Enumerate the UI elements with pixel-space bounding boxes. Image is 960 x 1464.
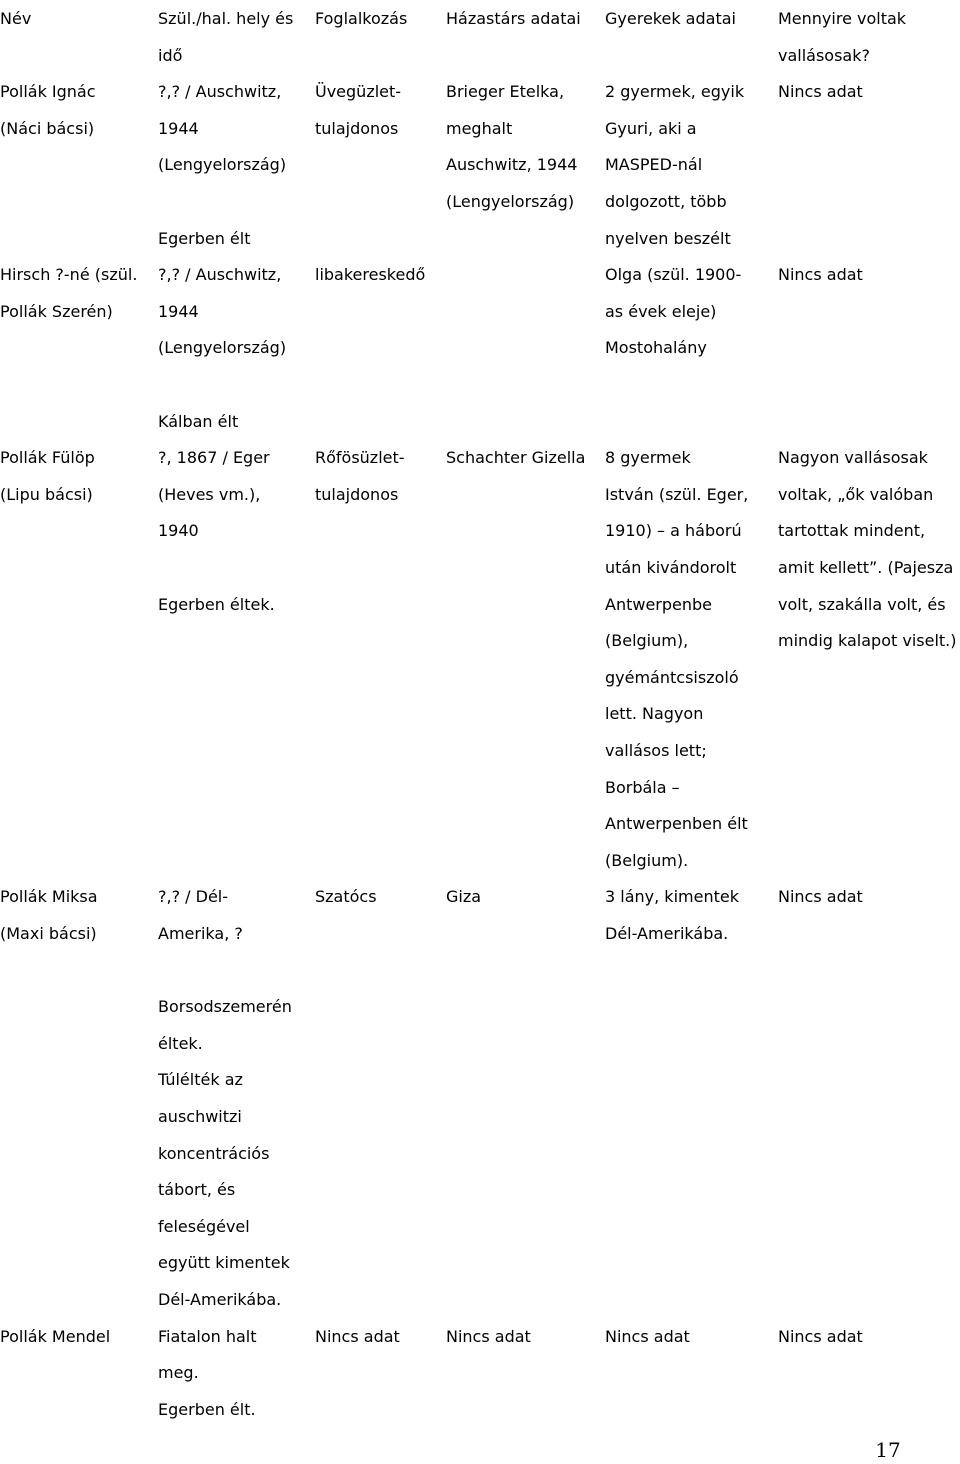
religiosity-cell: volt, szakálla volt, és — [778, 594, 946, 614]
birth-death-cell: ?, 1867 / Eger — [158, 448, 270, 468]
birth-death-cell: Kálban élt — [158, 411, 239, 431]
occupation-cell: libakereskedő — [315, 265, 426, 285]
name-cell: Pollák Ignác — [0, 82, 96, 102]
religiosity-cell: Nagyon vallásosak — [778, 448, 928, 468]
name-cell: Pollák Szerén) — [0, 301, 113, 321]
birth-death-cell: Fiatalon halt — [158, 1326, 257, 1346]
spouse-cell: Nincs adat — [446, 1326, 531, 1346]
page-number: 17 — [875, 1438, 901, 1462]
birth-death-cell: meg. — [158, 1363, 199, 1383]
birth-death-cell: koncentrációs — [158, 1143, 270, 1163]
table-line — [0, 1245, 960, 1282]
religiosity-cell: amit kellett”. (Pajesza — [778, 558, 954, 577]
table-line — [0, 440, 960, 477]
table-line — [0, 1355, 960, 1392]
name-cell: (Náci bácsi) — [0, 118, 95, 138]
children-cell: Nincs adat — [605, 1326, 690, 1346]
children-cell: 3 lány, kimentek — [605, 887, 739, 907]
table-line — [0, 404, 960, 441]
birth-death-cell: 1940 — [158, 521, 199, 541]
children-cell: (Belgium), — [605, 631, 689, 651]
spouse-cell: Schachter Gizella — [446, 448, 586, 468]
religiosity-cell: Nincs adat — [778, 82, 863, 102]
religiosity-cell: Nincs adat — [778, 265, 863, 285]
table-line — [0, 806, 960, 843]
birth-death-cell: Egerben élt. — [158, 1399, 256, 1419]
table-line — [0, 550, 960, 587]
table-line — [0, 1099, 960, 1136]
birth-death-cell: idő — [158, 45, 183, 65]
religiosity-cell: tartottak mindent, — [778, 521, 926, 541]
birth-death-cell: ?,? / Dél- — [158, 887, 229, 907]
birth-death-cell: 1944 — [158, 301, 199, 321]
birth-death-cell: ?,? / Auschwitz, — [158, 265, 282, 285]
birth-death-cell: (Heves vm.), — [158, 484, 261, 504]
children-cell: után kivándorolt — [605, 558, 737, 577]
children-cell: gyémántcsiszoló — [605, 667, 739, 687]
birth-death-cell: Szül./hal. hely és — [158, 9, 294, 28]
birth-death-cell: Borsodszemerén — [158, 997, 292, 1017]
children-cell: MASPED-nál — [605, 155, 703, 175]
name-cell: Név — [0, 9, 32, 28]
table-line — [0, 1136, 960, 1173]
occupation-cell: Szatócs — [315, 887, 377, 907]
children-cell: Mostohalány — [605, 338, 707, 358]
spouse-cell: Giza — [446, 887, 482, 907]
occupation-cell: tulajdonos — [315, 484, 399, 504]
children-cell: 8 gyermek — [605, 448, 691, 468]
name-cell: (Lipu bácsi) — [0, 484, 93, 504]
religiosity-cell: Nincs adat — [778, 887, 863, 907]
table-line — [0, 1026, 960, 1063]
table-line — [0, 623, 960, 660]
occupation-cell: tulajdonos — [315, 118, 399, 138]
table-line — [0, 1, 960, 38]
children-cell: István (szül. Eger, — [605, 484, 749, 504]
table-line — [0, 953, 960, 990]
religiosity-cell: vallásosak? — [778, 45, 870, 65]
table-line — [0, 587, 960, 624]
children-cell: 1910) – a háború — [605, 521, 742, 541]
name-cell: (Maxi bácsi) — [0, 924, 97, 943]
table-line — [0, 257, 960, 294]
spouse-cell: (Lengyelország) — [446, 192, 575, 211]
table-line — [0, 843, 960, 880]
occupation-cell: Rőfösüzlet- — [315, 448, 405, 468]
birth-death-cell: feleségével — [158, 1216, 250, 1236]
table-line — [0, 1172, 960, 1209]
name-cell: Pollák Mendel — [0, 1326, 111, 1346]
table-line — [0, 513, 960, 550]
table-line — [0, 1392, 960, 1429]
table-line — [0, 111, 960, 148]
religiosity-cell: voltak, „ők valóban — [778, 484, 934, 504]
table-line — [0, 184, 960, 221]
birth-death-cell: ?,? / Auschwitz, — [158, 82, 282, 102]
children-cell: 2 gyermek, egyik — [605, 82, 745, 102]
table-line — [0, 660, 960, 697]
children-cell: (Belgium). — [605, 850, 689, 870]
birth-death-cell: tábort, és — [158, 1180, 236, 1200]
birth-death-cell: (Lengyelország) — [158, 338, 287, 358]
children-cell: Gyerekek adatai — [605, 9, 736, 28]
spouse-cell: Brieger Etelka, — [446, 82, 565, 102]
children-cell: Antwerpenbe — [605, 594, 713, 614]
birth-death-cell: auschwitzi — [158, 1107, 242, 1126]
table-line — [0, 1209, 960, 1246]
birth-death-cell: Egerben élt — [158, 228, 251, 248]
spouse-cell: meghalt — [446, 118, 513, 138]
children-cell: Borbála – — [605, 777, 680, 797]
children-cell: nyelven beszélt — [605, 228, 731, 248]
children-cell: vallásos lett; — [605, 741, 707, 760]
children-cell: lett. Nagyon — [605, 704, 704, 724]
name-cell: Pollák Fülöp — [0, 448, 95, 468]
table-line — [0, 367, 960, 404]
children-cell: dolgozott, több — [605, 192, 727, 211]
children-cell: as évek eleje) — [605, 301, 717, 321]
table-line — [0, 989, 960, 1026]
name-cell: Pollák Miksa — [0, 887, 98, 907]
birth-death-cell: együtt kimentek — [158, 1253, 290, 1273]
table-line — [0, 770, 960, 807]
table-line — [0, 1282, 960, 1319]
name-cell: Hirsch ?-né (szül. — [0, 265, 138, 285]
children-cell: Olga (szül. 1900- — [605, 265, 742, 285]
children-cell: Dél-Amerikába. — [605, 924, 729, 943]
birth-death-cell: Dél-Amerikába. — [158, 1290, 282, 1309]
birth-death-cell: éltek. — [158, 1033, 203, 1053]
spouse-cell: Auschwitz, 1944 — [446, 155, 578, 175]
occupation-cell: Üvegüzlet- — [315, 82, 402, 102]
religiosity-cell: mindig kalapot viselt.) — [778, 631, 957, 651]
occupation-cell: Nincs adat — [315, 1326, 400, 1346]
table-line — [0, 330, 960, 367]
children-cell: Gyuri, aki a — [605, 118, 697, 138]
birth-death-cell: Egerben éltek. — [158, 594, 275, 614]
spouse-cell: Házastárs adatai — [446, 9, 581, 28]
table-line — [0, 1062, 960, 1099]
table-line — [0, 879, 960, 916]
occupation-cell: Foglalkozás — [315, 9, 408, 28]
table-line — [0, 294, 960, 331]
table-line — [0, 696, 960, 733]
children-cell: Antwerpenben élt — [605, 814, 748, 834]
religiosity-cell: Nincs adat — [778, 1326, 863, 1346]
table-line — [0, 147, 960, 184]
table-line — [0, 477, 960, 514]
table-line — [0, 38, 960, 75]
birth-death-cell: 1944 — [158, 118, 199, 138]
birth-death-cell: (Lengyelország) — [158, 155, 287, 175]
religiosity-cell: Mennyire voltak — [778, 9, 907, 28]
birth-death-cell: Amerika, ? — [158, 924, 243, 943]
table-line — [0, 221, 960, 258]
birth-death-cell: Túlélték az — [158, 1070, 243, 1090]
table-line — [0, 1319, 960, 1356]
table-line — [0, 916, 960, 953]
table-line — [0, 733, 960, 770]
table-line — [0, 74, 960, 111]
